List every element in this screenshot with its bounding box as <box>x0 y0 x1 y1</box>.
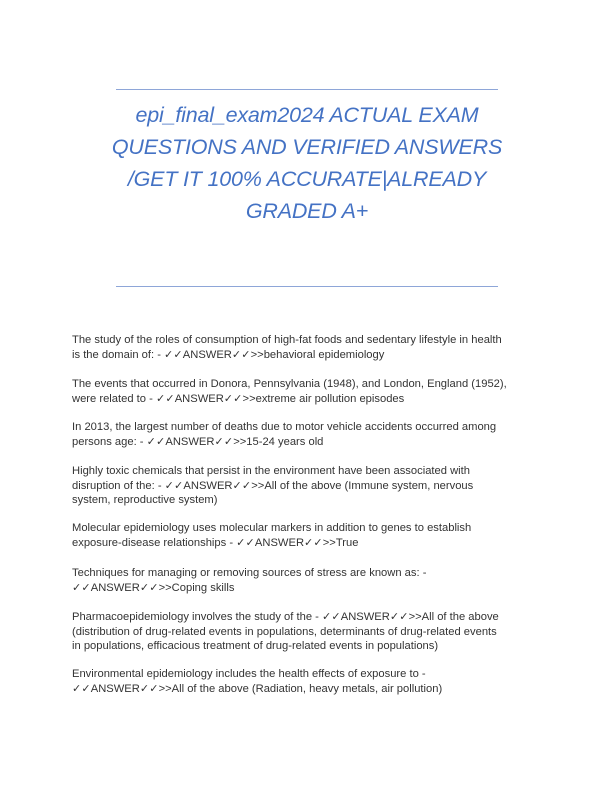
qa-line: Molecular epidemiology uses molecular markers in addition to genes to establish <box>72 522 472 534</box>
title-bottom-rule <box>116 286 498 287</box>
qa-line: in populations, efficacious treatment of drug-related events in populations) <box>72 640 439 652</box>
qa-line: disruption of the: - ✓✓ANSWER✓✓>>All of the above (Immune system, nervous <box>72 479 474 492</box>
qa-item <box>72 521 552 550</box>
qa-line: Techniques for managing or removing sources of stress are known as: - <box>72 567 427 579</box>
qa-line: Pharmacoepidemiology involves the study of the - ✓✓ANSWER✓✓>>All of the above <box>72 611 499 623</box>
qa-line: ✓✓ANSWER✓✓>>All of the above (Radiation, heavy metals, air pollution) <box>72 682 443 695</box>
qa-item <box>72 377 552 406</box>
qa-item <box>72 566 552 595</box>
qa-line: system, reproductive system) <box>72 494 218 506</box>
title-line: epi_final_exam2024 ACTUAL EXAM <box>135 103 479 127</box>
title-line: /GET IT 100% ACCURATE|ALREADY <box>127 167 487 191</box>
qa-item <box>72 667 552 696</box>
qa-line: were related to - ✓✓ANSWER✓✓>>extreme air pollution episodes <box>72 392 405 405</box>
qa-line: is the domain of: - ✓✓ANSWER✓✓>>behavioral epidemiology <box>72 348 385 361</box>
qa-line: (distribution of drug-related events in populations, determinants of drug-related events <box>72 625 497 638</box>
qa-line: Highly toxic chemicals that persist in the environment have been associated with <box>72 465 470 477</box>
document-title <box>108 99 506 227</box>
qa-line: exposure-disease relationships - ✓✓ANSWER✓✓>>True <box>72 536 359 549</box>
title-line: QUESTIONS AND VERIFIED ANSWERS <box>111 135 503 159</box>
qa-line: In 2013, the largest number of deaths due to motor vehicle accidents occurred among <box>72 421 497 433</box>
qa-line: The study of the roles of consumption of high-fat foods and sedentary lifestyle in health <box>72 334 502 346</box>
qa-line: The events that occurred in Donora, Pennsylvania (1948), and London, England (1952), <box>72 378 507 390</box>
qa-line: Environmental epidemiology includes the health effects of exposure to - <box>72 668 426 680</box>
qa-line: ✓✓ANSWER✓✓>>Coping skills <box>72 581 235 594</box>
qa-item <box>72 610 552 654</box>
title-top-rule <box>116 89 498 90</box>
qa-item <box>72 464 552 508</box>
qa-line: persons age: - ✓✓ANSWER✓✓>>15-24 years old <box>72 435 324 448</box>
qa-item <box>72 333 552 362</box>
qa-item <box>72 420 552 449</box>
title-line: GRADED A+ <box>245 199 369 223</box>
